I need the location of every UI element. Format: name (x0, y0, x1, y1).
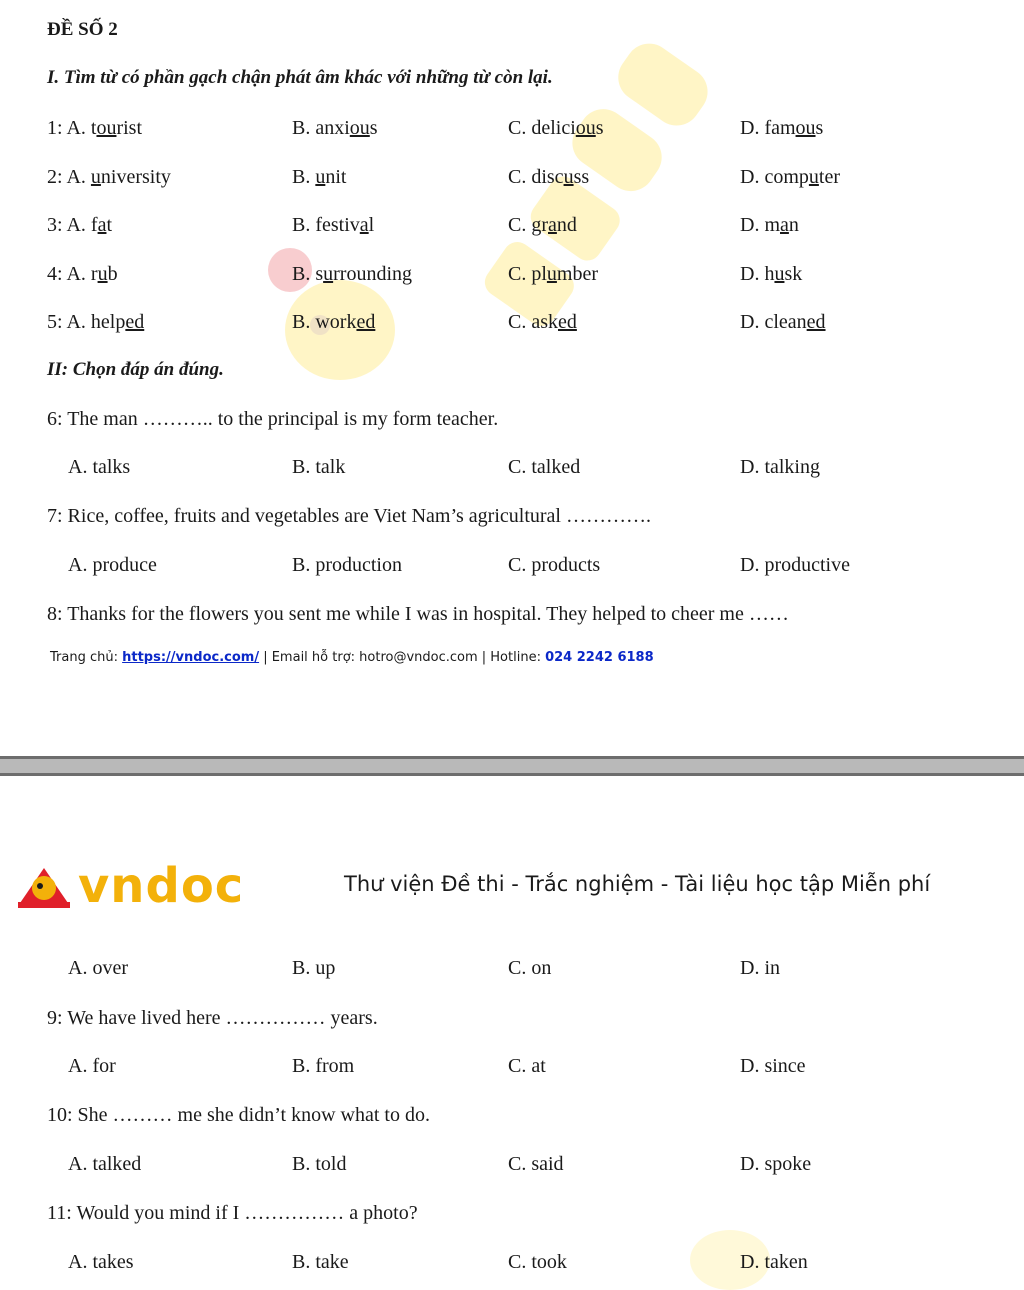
q10-option-d[interactable]: D. spoke (740, 1153, 812, 1175)
question-7-stem: 7: Rice, coffee, fruits and vegetables are Viet Nam’s agricultural …………. (47, 505, 651, 527)
question-1: 1: A. tourist (47, 117, 143, 139)
q9-option-b[interactable]: B. from (292, 1055, 355, 1077)
question-4: 4: A. rub (47, 263, 118, 285)
q11-option-c[interactable]: C. took (508, 1251, 567, 1273)
q8-option-b[interactable]: B. up (292, 957, 336, 979)
site-slogan: Thư viện Đề thi - Trắc nghiệm - Tài liệu học tập Miễn phí (344, 872, 931, 896)
q10-option-c[interactable]: C. said (508, 1153, 564, 1175)
question-5: 5: A. helped (47, 311, 145, 333)
q7-option-d[interactable]: D. productive (740, 554, 850, 576)
q8-option-c[interactable]: C. on (508, 957, 552, 979)
page-separator (0, 756, 1024, 776)
q1-option-c[interactable]: C. delicious (508, 117, 604, 139)
q7-option-c[interactable]: C. products (508, 554, 601, 576)
q5-option-d[interactable]: D. cleaned (740, 311, 826, 333)
section2-instruction: II: Chọn đáp án đúng. (47, 359, 224, 380)
q9-option-d[interactable]: D. since (740, 1055, 806, 1077)
q6-option-c[interactable]: C. talked (508, 456, 581, 478)
q7-option-b[interactable]: B. production (292, 554, 402, 576)
question-6-stem: 6: The man ……….. to the principal is my form teacher. (47, 408, 499, 430)
question-2: 2: A. university (47, 166, 171, 188)
section1-instruction: I. Tìm từ có phần gạch chận phát âm khác với những từ còn lại. (47, 67, 553, 88)
homepage-link[interactable]: https://vndoc.com/ (122, 650, 260, 665)
q11-option-b[interactable]: B. take (292, 1251, 349, 1273)
q2-option-b[interactable]: B. unit (292, 166, 347, 188)
q5-option-c[interactable]: C. asked (508, 311, 577, 333)
q4-option-c[interactable]: C. plumber (508, 263, 598, 285)
question-8-stem: 8: Thanks for the flowers you sent me while I was in hospital. They helped to cheer me …… (47, 603, 789, 625)
q5-option-b[interactable]: B. worked (292, 311, 376, 333)
q1-option-b[interactable]: B. anxious (292, 117, 378, 139)
question-3: 3: A. fat (47, 214, 113, 236)
question-11-stem: 11: Would you mind if I …………… a photo? (47, 1202, 418, 1224)
q4-option-b[interactable]: B. surrounding (292, 263, 413, 285)
q11-option-d[interactable]: D. taken (740, 1251, 808, 1273)
q6-option-b[interactable]: B. talk (292, 456, 346, 478)
q8-option-d[interactable]: D. in (740, 957, 780, 979)
logo-wordmark: vndoc (78, 858, 245, 914)
q8-option-a[interactable]: A. over (68, 957, 128, 979)
q9-option-a[interactable]: A. for (68, 1055, 116, 1077)
vndoc-logo[interactable] (14, 858, 244, 918)
q7-option-a[interactable]: A. produce (68, 554, 157, 576)
vndoc-mascot-icon (14, 858, 74, 914)
q10-option-a[interactable]: A. talked (68, 1153, 142, 1175)
q3-option-d[interactable]: D. man (740, 214, 799, 236)
q6-option-d[interactable]: D. talking (740, 456, 820, 478)
exam-title: ĐỀ SỐ 2 (47, 19, 118, 40)
q2-option-c[interactable]: C. discuss (508, 166, 590, 188)
q2-option-d[interactable]: D. computer (740, 166, 840, 188)
question-10-stem: 10: She ……… me she didn’t know what to do. (47, 1104, 430, 1126)
hotline: 024 2242 6188 (545, 650, 654, 665)
q9-option-c[interactable]: C. at (508, 1055, 546, 1077)
q3-option-c[interactable]: C. grand (508, 214, 577, 236)
question-9-stem: 9: We have lived here …………… years. (47, 1007, 378, 1029)
q6-option-a[interactable]: A. talks (68, 456, 131, 478)
q10-option-b[interactable]: B. told (292, 1153, 347, 1175)
q3-option-b[interactable]: B. festival (292, 214, 375, 236)
page-footer: Trang chủ: https://vndoc.com/ | Email hỗ trợ: hotro@vndoc.com | Hotline: 024 2242 6188 (50, 650, 654, 665)
q1-option-d[interactable]: D. famous (740, 117, 824, 139)
q11-option-a[interactable]: A. takes (68, 1251, 134, 1273)
q4-option-d[interactable]: D. husk (740, 263, 803, 285)
